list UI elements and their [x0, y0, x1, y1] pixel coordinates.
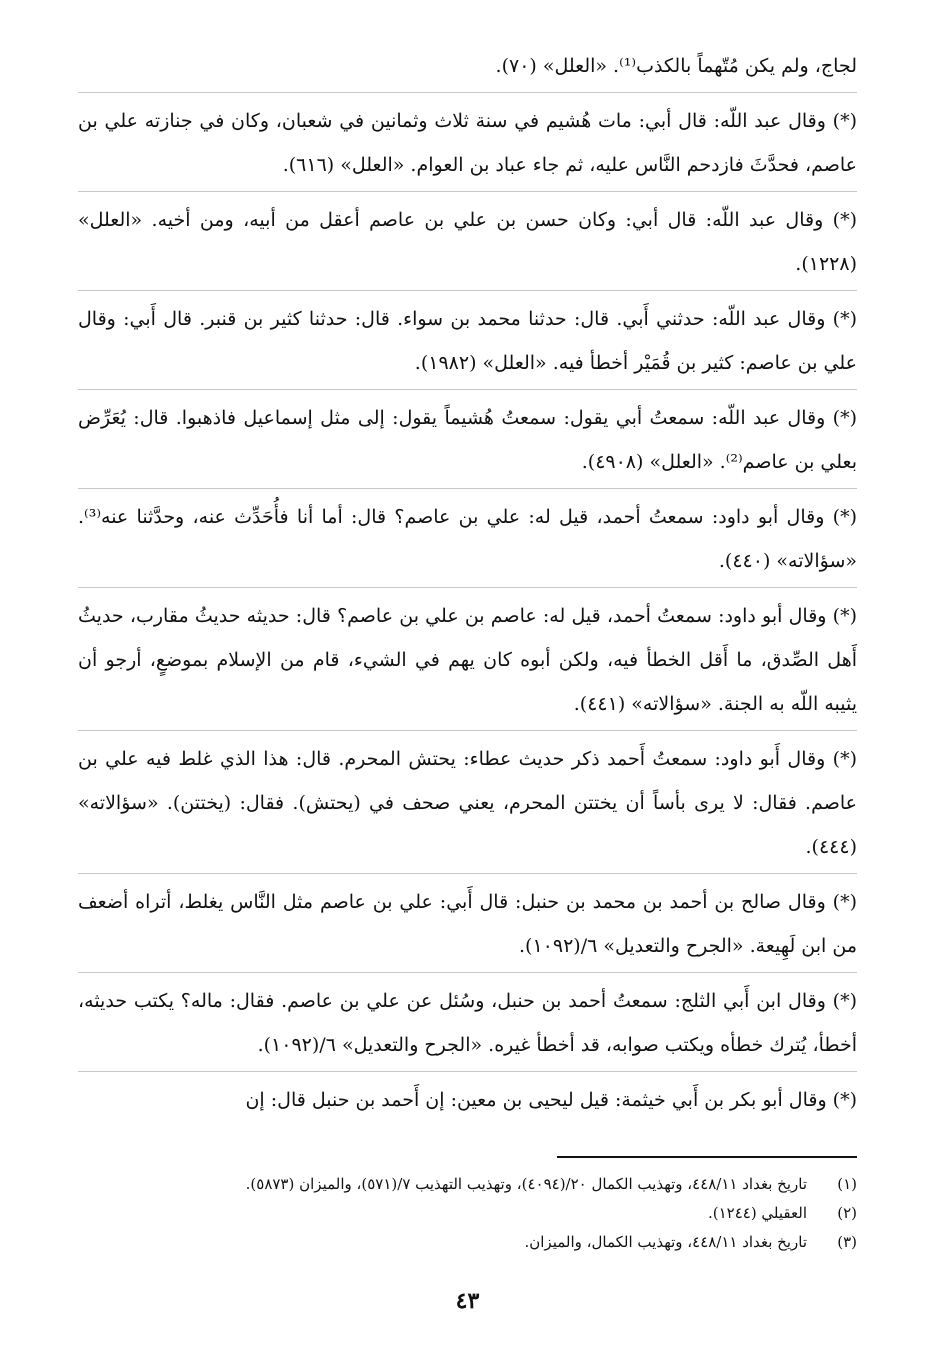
footnote-number: (٣) — [837, 1233, 857, 1251]
paragraph-11: (*) وقال أبو بكر بن أَبي خيثمة: قيل ليحيى بن معين: إن أَحمد بن حنبل قال: إن — [245, 1089, 857, 1111]
paragraph-4: (*) وقال عبد اللّه: حدثني أَبي. قال: حدثنا محمد بن سواء. قال: حدثنا كثير بن قنبر. قال أَبي: وقال علي بن عاصم: كثير بن قُمَيْر أخطأ فيه. «العلل» (١٩٨٢). — [78, 297, 857, 390]
footnote-text: تاريخ بغداد ٤٤٨/١١، وتهذيب الكمال ٢٠/(٤٠٩٤)، وتهذيب التهذيب ٧/(٥٧١)، والميزان (٥٨٧٣). — [245, 1175, 807, 1193]
paragraph-6: (*) وقال أبو داود: سمعتُ أحمد، قيل له: علي بن عاصم؟ قال: أما أنا فأُحَدِّث عنه، وحدَّثنا عنه⁽³⁾. «سؤالاته» (٤٤٠). — [78, 495, 857, 588]
paragraph-1: لجاج، ولم يكن مُتّهماً بالكذب⁽¹⁾. «العلل» (٧٠). — [78, 44, 857, 93]
footnote-1 — [78, 1170, 857, 1199]
main-text — [78, 44, 857, 1126]
footnote-text: تاريخ بغداد ٤٤٨/١١، وتهذيب الكمال، والميزان. — [524, 1233, 807, 1251]
footnotes — [78, 1170, 857, 1257]
footnote-3 — [78, 1228, 857, 1257]
footnote-separator — [557, 1156, 857, 1158]
paragraph-7: (*) وقال أبو داود: سمعتُ أحمد، قيل له: عاصم بن علي بن عاصم؟ قال: حديثه حديثُ مقارب، حديثُ أَهل الصِّدق، ما أَقل الخطأ فيه، ولكن أبوه كان يهم في الشيء، قام من الإسلام بموضعٍ، أرجو أن يثيبه اللّه به الجنة. «سؤالاته» (٤٤١). — [78, 594, 857, 731]
paragraph-8: (*) وقال أَبو داود: سمعتُ أَحمد ذكر حديث عطاء: يحتش المحرم. قال: هذا الذي غلط فيه علي بن عاصم. فقال: لا يرى بأساً أن يختتن المحرم، يعني صحف في (يحتش). فقال: (يختتن). «سؤالاته» (٤٤٤). — [78, 737, 857, 874]
paragraph-10: (*) وقال ابن أَبي الثلج: سمعتُ أحمد بن حنبل، وسُئل عن علي بن عاصم. فقال: ماله؟ يكتب حديثه، أخطأ، يُترك خطأه ويكتب صوابه، قد أخطأ غيره. «الجرح والتعديل» ٦/(١٠٩٢). — [78, 979, 857, 1072]
footnote-number: (١) — [837, 1175, 857, 1193]
paragraph-3: (*) وقال عبد اللّه: قال أبي: وكان حسن بن علي بن عاصم أعقل من أبيه، ومن أخيه. «العلل» (١٢٢٨). — [78, 198, 857, 291]
page-number: ٤٣ — [455, 1288, 480, 1314]
paragraph-5: (*) وقال عبد اللّه: سمعتُ أبي يقول: سمعتُ هُشيماً يقول: إلى مثل إسماعيل فاذهبوا. قال: يُعَرِّض بعلي بن عاصم⁽²⁾. «العلل» (٤٩٠٨). — [78, 396, 857, 489]
paragraph-2: (*) وقال عبد اللّه: قال أبي: مات هُشيم في سنة ثلاث وثمانين في شعبان، وكان في جنازته علي بن عاصم، فحدَّثَ فازدحم النَّاس عليه، ثم جاء عباد بن العوام. «العلل» (٦١٦). — [78, 99, 857, 192]
footnote-number: (٢) — [837, 1204, 857, 1222]
paragraph-9: (*) وقال صالح بن أحمد بن محمد بن حنبل: قال أَبي: علي بن عاصم مثل النَّاس يغلط، أتراه أضعف من ابن لَهِيعة. «الجرح والتعديل» ٦/(١٠٩٢). — [78, 880, 857, 973]
footnote-text: العقيلي (١٢٤٤). — [707, 1204, 807, 1222]
footnote-2 — [78, 1199, 857, 1228]
